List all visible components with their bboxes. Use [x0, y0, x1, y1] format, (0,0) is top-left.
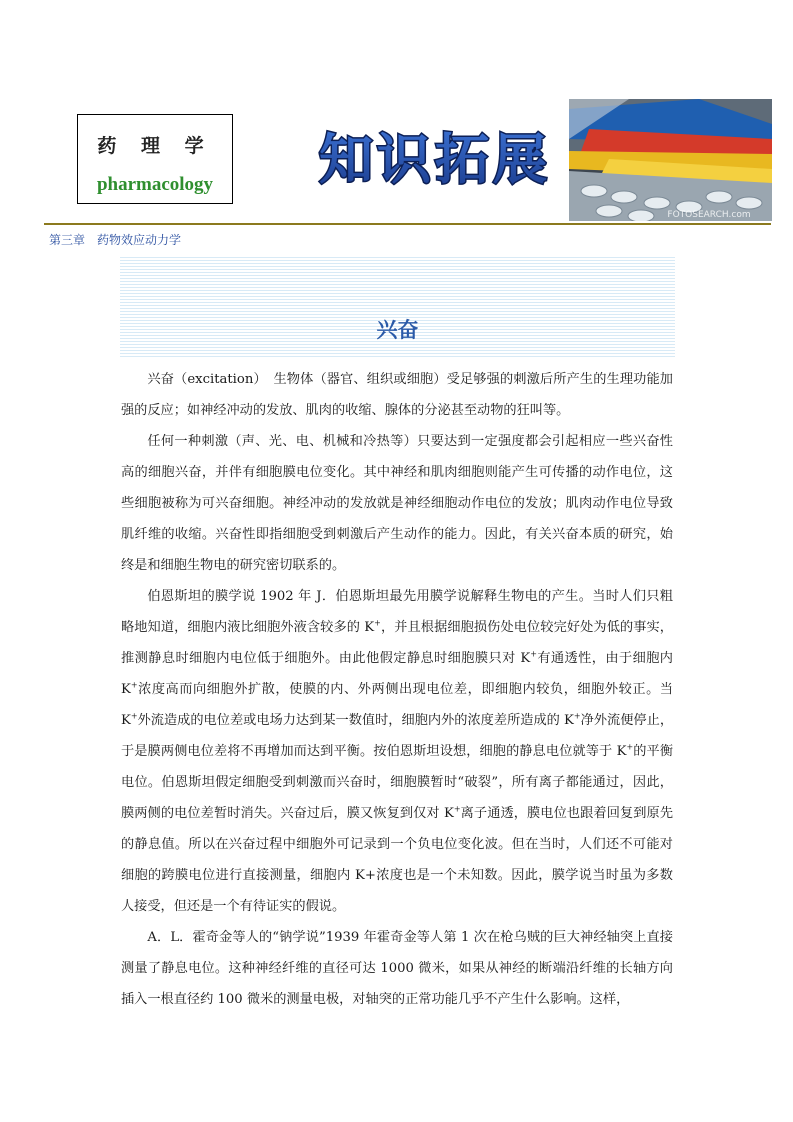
p3-part-f: 净外流便停止，于是膜两侧电位差将不再增加而达到平衡。按伯恩斯坦设想，细胞的静息电位就等于 K: [121, 713, 674, 759]
paragraph-4: A．L．霍奇金等人的“钠学说”1939 年霍奇金等人第 1 次在枪乌贼的巨大神经轴突上直接测量了静息电位。这种神经纤维的直径可达 1000 微米，如果从神经的断端沿纤维的长轴方向插入一根直径约 100 微米的测量电极，对轴突的正常功能几乎不产生什么影响。这样，: [121, 930, 673, 1007]
p3-part-d: 浓度高而向细胞外扩散，使膜的内、外两侧出现电位差，即细胞内较负，细胞外较正。当 K: [121, 682, 673, 728]
sup-plus: +: [130, 711, 138, 721]
pills-photo: [569, 99, 772, 221]
p3-part-e: 外流造成的电位差或电场力达到某一数值时，细胞内外的浓度差所造成的 K: [137, 713, 574, 728]
p3-part-a: 伯恩斯坦的膜学说 1902 年 J．伯恩斯坦最先用膜学说解释生物电的产生。当时人们只粗略地知道，细胞内液比细胞外液含较多的 K: [121, 589, 673, 635]
sup-plus: +: [626, 742, 634, 752]
article-body: [121, 364, 673, 1015]
paragraph-2: 任何一种刺激（声、光、电、机械和冷热等）只要达到一定强度都会引起相应一些兴奋性高的细胞兴奋，并伴有细胞膜电位变化。其中神经和肌肉细胞则能产生可传播的动作电位，这些细胞被称为可兴奋细胞。神经冲动的发放就是神经细胞动作电位的发放；肌肉动作电位导致肌纤维的收缩。兴奋性即指细胞受到刺激后产生动作的能力。因此，有关兴奋本质的研究，始终是和细胞生物电的研究密切联系的。: [121, 434, 673, 573]
photo-watermark: FOTOSEARCH.com: [667, 210, 751, 220]
header-rule: [44, 223, 771, 225]
sup-plus: +: [530, 649, 537, 659]
p3-part-b: ，并且根据细胞损伤处电位较完好处为低的事实，推测静息时细胞内电位低于细胞外。由此他假定静息时细胞膜只对 K: [121, 620, 673, 666]
chapter-label: 第三章 药物效应动力学: [49, 233, 182, 247]
book-title-en: pharmacology: [96, 174, 214, 195]
sup-plus: +: [453, 804, 461, 814]
article-title: 兴奋: [376, 318, 419, 342]
sup-plus: +: [374, 618, 381, 628]
book-title-zh: 药 理 学: [97, 135, 213, 157]
p3-part-h: 离子通透，膜电位也跟着回复到原先的静息值。所以在兴奋过程中细胞外可记录到一个负电位变化波。但在当时，人们还不可能对细胞的跨膜电位进行直接测量，细胞内 K+浓度也是一个未知数。因此，膜学说当时虽为多数人接受，但还是一个有待证实的假说。: [121, 806, 674, 914]
sup-plus: +: [130, 680, 138, 690]
p3-part-g: 的平衡电位。伯恩斯坦假定细胞受到刺激而兴奋时，细胞膜暂时“破裂”，所有离子都能通过，因此，膜两侧的电位差暂时消失。兴奋过后，膜又恢复到仅对 K: [121, 744, 674, 821]
banner-title-knowledge-expansion: [305, 128, 565, 190]
banner-title-text: 知识拓展: [319, 128, 551, 190]
sup-plus: +: [573, 711, 581, 721]
book-title-box: [77, 114, 233, 204]
p3-part-c: 有通透性，由于细胞内 K: [121, 651, 673, 697]
paragraph-3: [121, 581, 673, 922]
paragraph-1: 兴奋（excitation） 生物体（器官、组织或细胞）受足够强的刺激后所产生的生理功能加强的反应；如神经冲动的发放、肌肉的收缩、腺体的分泌甚至动物的狂叫等。: [121, 372, 673, 418]
